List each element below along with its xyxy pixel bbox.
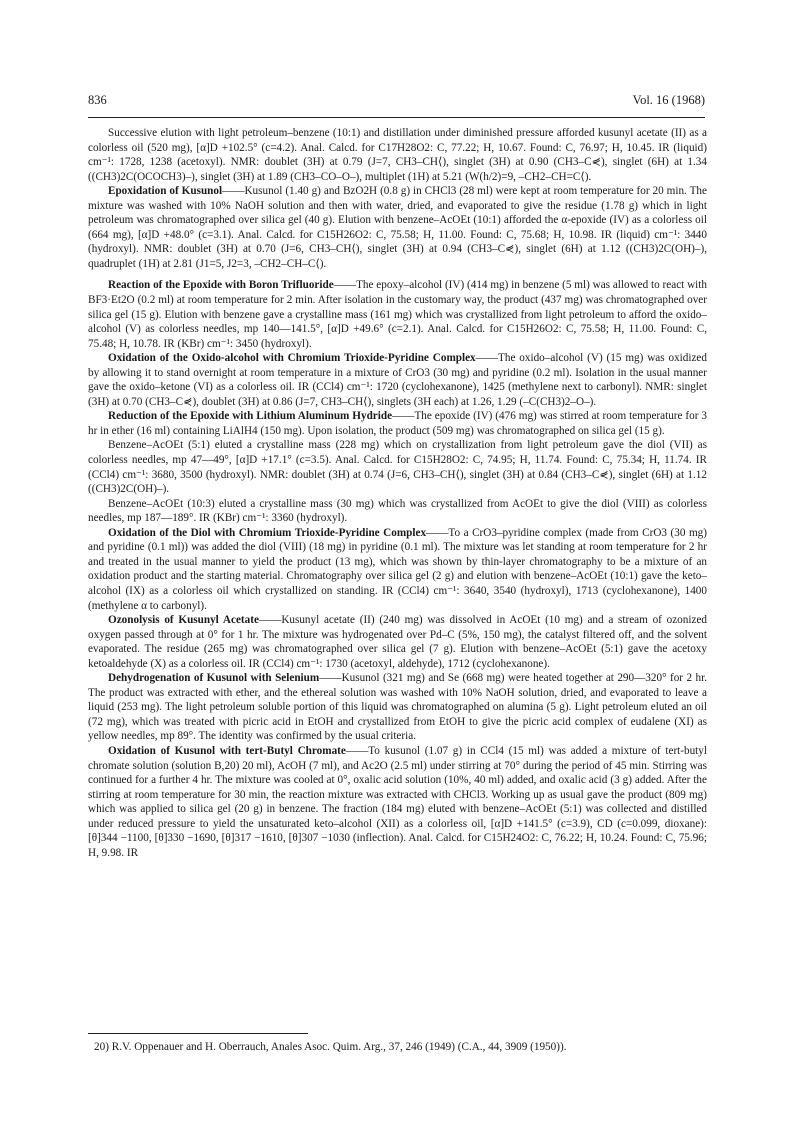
section-heading: Dehydrogenation of Kusunol with Selenium: [108, 672, 320, 685]
section-heading: Oxidation of the Oxido-alcohol with Chromium Trioxide-Pyridine Complex: [108, 352, 476, 365]
section-heading: Epoxidation of Kusunol: [108, 185, 223, 198]
running-header: [88, 93, 705, 111]
paragraph: Reaction of the Epoxide with Boron Trifluoride——The epoxy–alcohol (IV) (414 mg) in benzene (5 ml) was allowed to react with BF3·Et2O (0.2 ml) at room temperature for 2 min. After isolation in the customary way, the product (437 mg) was chromatographed over silica gel (15 g). Elution with benzene gave a crystalline mass (161 mg) which was crystallized from light petroleum to afford the oxido–alcohol (V) as colorless needles, mp 140—141.5°, [α]D +49.6° (c=2.1). Anal. Calcd. for C15H26O2: C, 75.58; H, 11.00. Found: C, 75.48; H, 10.78. IR (KBr) cm⁻¹: 3450 (hydroxyl).: [88, 279, 707, 350]
paragraph: Benzene–AcOEt (5:1) eluted a crystalline mass (228 mg) which on crystallization from light petroleum gave the diol (VII) as colorless needles, mp 47—49°, [α]D +17.1° (c=3.5). Anal. Calcd. for C15H28O2: C, 74.95; H, 11.74. Found: C, 75.34; H, 11.74. IR (CCl4) cm⁻¹: 3680, 3500 (hydroxyl). NMR: doublet (3H) at 0.74 (J=6, CH3–CH⟨), singlet (3H) at 0.84 (CH3–C⋞), singlet (6H) at 1.12 ((CH3)2C(OH)–).: [88, 439, 707, 496]
section-heading: Ozonolysis of Kusunyl Acetate: [108, 614, 259, 627]
paragraph: Oxidation of Kusunol with tert-Butyl Chromate——To kusunol (1.07 g) in CCl4 (15 ml) was added a mixture of tert-butyl chromate solution (solution B,20) 20 ml), AcOH (7 ml), and Ac2O (2.5 ml) under stirring at 70° during the period of 45 min. Stirring was continued for a further 4 hr. The mixture was cooled at 0°, oxalic acid solution (10%, 40 ml) added, and oxalic acid (3 g) added. After the stirring at room temperature for 30 min, the reaction mixture was extracted with CHCl3. Working up as usual gave the product (809 mg) which was applied to silica gel (20 g) in benzene. The fraction (184 mg) eluted with benzene–AcOEt (5:1) was collected and distilled under reduced pressure to yield the unsaturated keto–alcohol (XII) as a colorless oil, [α]D +141.5° (c=3.9), CD (c=0.099, dioxane): [θ]344 −1100, [θ]330 −1690, [θ]317 −1610, [θ]307 −1030 (inflection). Anal. Calcd. for C15H24O2: C, 76.22; H, 10.24. Found: C, 75.96; H, 9.98. IR: [88, 744, 707, 859]
section-heading: Oxidation of Kusunol with tert-Butyl Chromate: [108, 744, 346, 757]
experimental-text: [88, 126, 707, 860]
paragraph: Successive elution with light petroleum–benzene (10:1) and distillation under diminished pressure afforded kusunyl acetate (II) as a colorless oil (520 mg), [α]D +102.5° (c=4.2). Anal. Calcd. for C17H28O2: C, 77.22; H, 10.67. Found: C, 76.97; H, 10.45. IR (liquid) cm⁻¹: 1728, 1238 (acetoxyl). NMR: doublet (3H) at 0.79 (J=7, CH3–CH⟨), singlet (3H) at 0.90 (CH3–C⋞), singlet (6H) at 1.34 ((CH3)2C(OCOCH3)–), singlet (3H) at 1.89 (CH3–CO–O–), multiplet (1H) at 5.21 (W(h/2)=9, –CH2–CH=C⟨).: [88, 127, 707, 183]
header-rule: [88, 117, 705, 118]
paragraph: Ozonolysis of Kusunyl Acetate——Kusunyl acetate (II) (240 mg) was dissolved in AcOEt (10 mg) and a stream of ozonized oxygen passed through at 0° for 1 hr. The mixture was hydrogenated over Pd–C (5%, 150 mg), the catalyst filtered off, and the solvent evaporated. The residue (265 mg) was chromatographed over silica gel (7 g). Elution with benzene–AcOEt (5:1) gave the acetoxy ketoaldehyde (X) as a colorless oil. IR (CCl4) cm⁻¹: 1730 (acetoxyl, aldehyde), 1712 (cyclohexanone).: [88, 614, 708, 670]
paragraph: Epoxidation of Kusunol——Kusunol (1.40 g) and BzO2H (0.8 g) in CHCl3 (28 ml) were kept at room temperature for 20 min. The mixture was washed with 10% NaOH solution and then with water, dried, and evaporated to give the residue (1.78 g) which in light petroleum was chromatographed over silica gel (40 g). Elution with benzene–AcOEt (10:1) afforded the α-epoxide (IV) as a colorless oil (664 mg), [α]D +48.0° (c=3.1). Anal. Calcd. for C15H26O2: C, 75.58; H, 11.00. Found: C, 75.68; H, 10.98. IR (liquid) cm⁻¹: 3440 (hydroxyl). NMR: doublet (3H) at 0.70 (J=6, CH3–CH⟨), singlet (3H) at 0.94 (CH3–C⋞), singlet (6H) at 1.12 ((CH3)2C(OH)–), quadruplet (1H) at 2.81 (J1=5, J2=3, –CH2–CH–C⟨).: [88, 185, 707, 270]
paragraph: Benzene–AcOEt (10:3) eluted a crystalline mass (30 mg) which was crystallized from AcOEt to give the diol (VIII) as colorless needles, mp 187—189°. IR (KBr) cm⁻¹: 3360 (hydroxyl).: [88, 497, 707, 525]
section-heading: Oxidation of the Diol with Chromium Trioxide-Pyridine Complex: [108, 526, 427, 539]
volume-label: Vol. 16 (1968): [632, 93, 705, 107]
section-heading: Reduction of the Epoxide with Lithium Aluminum Hydride: [108, 410, 393, 423]
paragraph: Dehydrogenation of Kusunol with Selenium——Kusunol (321 mg) and Se (668 mg) were heated together at 290—320° for 2 hr. The product was extracted with ether, and the ethereal solution was washed with 10% NaOH solution, dried, and evaporated to leave a liquid (253 mg). The light petroleum soluble portion of this liquid was chromatographed on alumina (5 g). Light petroleum eluted an oil (72 mg), which was treated with picric acid in EtOH and crystallized from EtOH to give the picric acid complex of eudalene (XI) as yellow needles, mp 89°. The identity was confirmed by the usual criteria.: [88, 672, 707, 743]
paragraph: Oxidation of the Oxido-alcohol with Chromium Trioxide-Pyridine Complex——The oxido–alcohol (V) (15 mg) was oxidized by allowing it to stand overnight at room temperature in a mixture of CrO3 (30 mg) and pyridine (0.2 ml). Isolation in the usual manner gave the oxido–ketone (VI) as a colorless oil. IR (CCl4) cm⁻¹: 1720 (cyclohexanone), 1425 (methylene next to carbonyl). NMR: singlet (3H) at 0.70 (CH3–C⋞), doublet (3H) at 0.86 (J=7, CH3–CH⟨), singlets (3H each) at 1.26, 1.29 (–C(CH3)2–O–).: [88, 352, 707, 408]
paragraph: Reduction of the Epoxide with Lithium Aluminum Hydride——The epoxide (IV) (476 mg) was stirred at room temperature for 3 hr in ether (16 ml) containing LiAlH4 (150 mg). Upon isolation, the product (509 mg) was chromatographed on silica gel (15 g).: [88, 410, 707, 437]
paragraph: Oxidation of the Diol with Chromium Trioxide-Pyridine Complex——To a CrO3–pyridine complex (made from CrO3 (30 mg) and pyridine (0.1 ml)) was added the diol (VIII) (18 mg) in pyridine (0.1 ml). The mixture was let standing at room temperature for 2 hr and treated in the usual manner to yield the product (13 mg), which was shown by thin-layer chromatography to be a mixture of an oxidation product and the starting material. Chromatography over silica gel (2 g) and elution with benzene–AcOEt (10:1) gave the keto–alcohol (IX) as a colorless oil which crystallized on standing. IR (CCl4) cm⁻¹: 3640, 3540 (hydroxyl), 1713 (cyclohexanone), 1400 (methylene α to carbonyl).: [88, 526, 707, 612]
section-heading: Reaction of the Epoxide with Boron Trifluoride: [108, 279, 334, 292]
footnote-rule: [88, 1033, 308, 1034]
page-number: 836: [88, 93, 107, 107]
footnote: 20) R.V. Oppenauer and H. Oberrauch, Anales Asoc. Quim. Arg., 37, 246 (1949) (C.A., 44, 3909 (1950)).: [94, 1041, 567, 1053]
